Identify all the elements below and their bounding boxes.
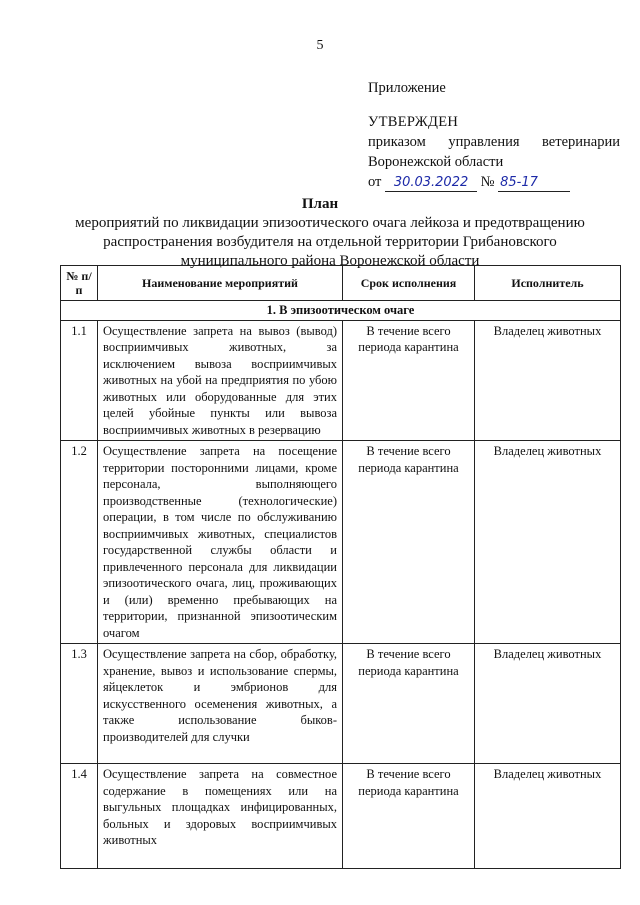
row-number: 1.3 [61, 644, 98, 764]
row-number: 1.1 [61, 320, 98, 441]
plan-subtitle: мероприятий по ликвидации эпизоотического очага лейкоза и предотвращению распространения возбудителя на отдельной территории Грибановского муниципального района Воронежской области [75, 215, 585, 269]
order-date-number-row [368, 172, 620, 192]
row-executor: Владелец животных [475, 764, 621, 869]
table-row [61, 644, 621, 764]
approved-label: УТВЕРЖДЕН [368, 114, 459, 130]
page-number: 5 [316, 38, 324, 53]
table-row [61, 764, 621, 869]
header-term: Срок исполнения [343, 266, 475, 301]
row-term: В течение всего периода карантина [343, 644, 475, 764]
order-date: 30.03.2022 [385, 175, 477, 192]
row-measure-name: Осуществление запрета на посещение территории посторонними лицами, кроме персонала, выполняющего производственные (технологические) операции, в том числе по обслуживанию восприимчивых животных, специалистов государственной службы области и привлеченного персонала для ликвидации эпизоотического очага, лиц, проживающих и (или) временно пребывающих на территории, признанной эпизоотическим очагом [98, 441, 343, 644]
row-number: 1.4 [61, 764, 98, 869]
row-number: 1.2 [61, 441, 98, 644]
row-term: В течение всего периода карантина [343, 320, 475, 441]
approval-block [368, 78, 620, 192]
section-title: 1. В эпизоотическом очаге [61, 301, 621, 321]
table-header-row [61, 266, 621, 301]
order-line-1: приказом управления ветеринарии [368, 134, 620, 150]
measures-table [60, 265, 621, 869]
number-label: № [480, 174, 495, 190]
order-line-2: Воронежской области [368, 154, 504, 170]
attachment-label: Приложение [368, 80, 446, 96]
row-measure-name: Осуществление запрета на совместное содержание в помещениях или на выгульных площадках инфицированных, больных и здоровых восприимчивых животных [98, 764, 343, 869]
row-executor: Владелец животных [475, 320, 621, 441]
row-executor: Владелец животных [475, 441, 621, 644]
order-number: 85-17 [498, 175, 570, 192]
header-measure-name: Наименование мероприятий [98, 266, 343, 301]
from-label: от [368, 174, 382, 190]
table-row [61, 441, 621, 644]
row-term: В течение всего периода карантина [343, 441, 475, 644]
row-executor: Владелец животных [475, 644, 621, 764]
header-executor: Исполнитель [475, 266, 621, 301]
row-measure-name: Осуществление запрета на сбор, обработку, хранение, вывоз и использование спермы, яйцеклеток и эмбрионов для искусственного осеменения животных, а также использование быков-производителей для случки [98, 644, 343, 764]
section-row [61, 301, 621, 321]
row-measure-name: Осуществление запрета на вывоз (вывод) восприимчивых животных, за исключением вывоза восприимчивых животных на убой на предприятия по убою животных или оборудованные для этих целей убойные пункты или вывоза восприимчивых животных в резервацию [98, 320, 343, 441]
table-row [61, 320, 621, 441]
header-number: № п/п [61, 266, 98, 301]
plan-title: План [301, 196, 339, 212]
row-term: В течение всего периода карантина [343, 764, 475, 869]
